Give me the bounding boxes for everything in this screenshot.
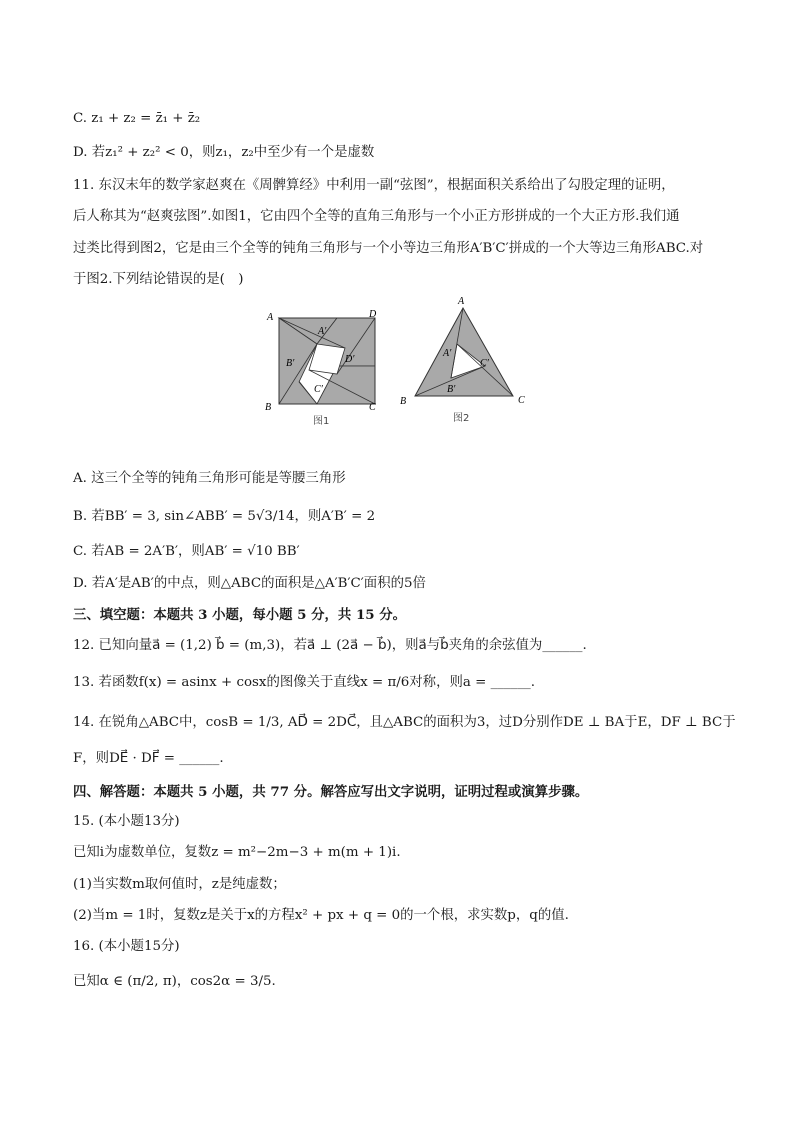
question-15-title: 15. (本小题13分) bbox=[73, 814, 180, 829]
question-13: 13. 若函数f(x) = asinx + cosx的图像关于直线x = π/6对称，则a = ______. bbox=[73, 675, 536, 690]
fig2-label-A-prime: A′ bbox=[443, 348, 452, 359]
fig2-label-B-prime: B′ bbox=[447, 384, 456, 395]
fig2-label-A: A bbox=[458, 296, 465, 307]
fig2-label-C: C bbox=[518, 395, 525, 406]
question-11-line3: 过类比得到图2，它是由三个全等的钝角三角形与一个小等边三角形A′B′C′拼成的一个大等边三角形ABC.对 bbox=[73, 241, 704, 256]
option-b-q11: B. 若BB′ = 3, sin∠ABB′ = 5√3/14，则A′B′ = 2 bbox=[73, 509, 376, 524]
option-a-q11: A. 这三个全等的钝角三角形可能是等腰三角形 bbox=[73, 471, 346, 486]
question-16-stem: 已知α ∈ (π/2, π)，cos2α = 3/5. bbox=[73, 974, 276, 989]
question-14-line1: 14. 在锐角△ABC中，cosB = 1/3, AD⃗ = 2DC⃗，且△ABC的面积为3，过D分别作DE ⊥ BA于E，DF ⊥ BC于 bbox=[73, 715, 736, 730]
question-11-line4: 于图2.下列结论错误的是( ) bbox=[73, 272, 244, 287]
question-15-part2: (2)当m = 1时，复数z是关于x的方程x² + px + q = 0的一个根，求实数p，q的值. bbox=[73, 908, 569, 923]
question-14-line2: F，则DE⃗ · DF⃗ = ______. bbox=[73, 751, 224, 766]
question-12: 12. 已知向量a⃗ = (1,2) b⃗ = (m,3)，若a⃗ ⊥ (2a⃗ − b⃗)，则a⃗与b⃗夹角的余弦值为______. bbox=[73, 638, 587, 653]
fig1-label-D: D bbox=[369, 309, 377, 320]
fig1-label-D-prime: D′ bbox=[345, 354, 355, 365]
fig2-label-C-prime: C′ bbox=[480, 358, 489, 369]
figure-2-caption: 图2 bbox=[453, 413, 470, 424]
question-11-line1: 11. 东汉末年的数学家赵爽在《周髀算经》中利用一副“弦图”，根据面积关系给出了勾股定理的证明， bbox=[73, 178, 675, 193]
figure-1-caption: 图1 bbox=[313, 416, 330, 427]
question-15-stem: 已知i为虚数单位，复数z = m²−2m−3 + m(m + 1)i. bbox=[73, 845, 401, 860]
fig1-label-B-prime: B′ bbox=[286, 358, 295, 369]
fig1-label-C: C bbox=[369, 402, 376, 413]
fig1-label-A-prime: A′ bbox=[318, 326, 327, 337]
figure-2-diagram bbox=[400, 296, 525, 424]
section-4-heading: 四、解答题：本题共 5 小题，共 77 分。解答应写出文字说明，证明过程或演算步骤。 bbox=[73, 784, 589, 800]
question-11-line2: 后人称其为“赵爽弦图”.如图1，它由四个全等的直角三角形与一个小正方形拼成的一个大正方形.我们通 bbox=[73, 209, 680, 224]
fig1-label-C-prime: C′ bbox=[314, 384, 323, 395]
question-11-figures bbox=[255, 296, 545, 430]
fig1-label-A: A bbox=[267, 312, 274, 323]
option-d-q11: D. 若A′是AB′的中点，则△ABC的面积是△A′B′C′面积的5倍 bbox=[73, 576, 426, 591]
section-3-heading: 三、填空题：本题共 3 小题，每小题 5 分，共 15 分。 bbox=[73, 607, 407, 623]
figure-1-diagram bbox=[265, 309, 377, 427]
question-15-part1: (1)当实数m取何值时，z是纯虚数； bbox=[73, 877, 286, 892]
fig1-label-B: B bbox=[265, 402, 272, 413]
option-c-q11: C. 若AB = 2A′B′，则AB′ = √10 BB′ bbox=[73, 544, 300, 559]
option-c-q10: C. z₁ + z₂ = z̄₁ + z̄₂ bbox=[73, 111, 201, 126]
question-16-title: 16. (本小题15分) bbox=[73, 939, 180, 954]
option-d-q10: D. 若z₁² + z₂² < 0，则z₁，z₂中至少有一个是虚数 bbox=[73, 145, 375, 160]
fig2-label-B: B bbox=[400, 396, 407, 407]
